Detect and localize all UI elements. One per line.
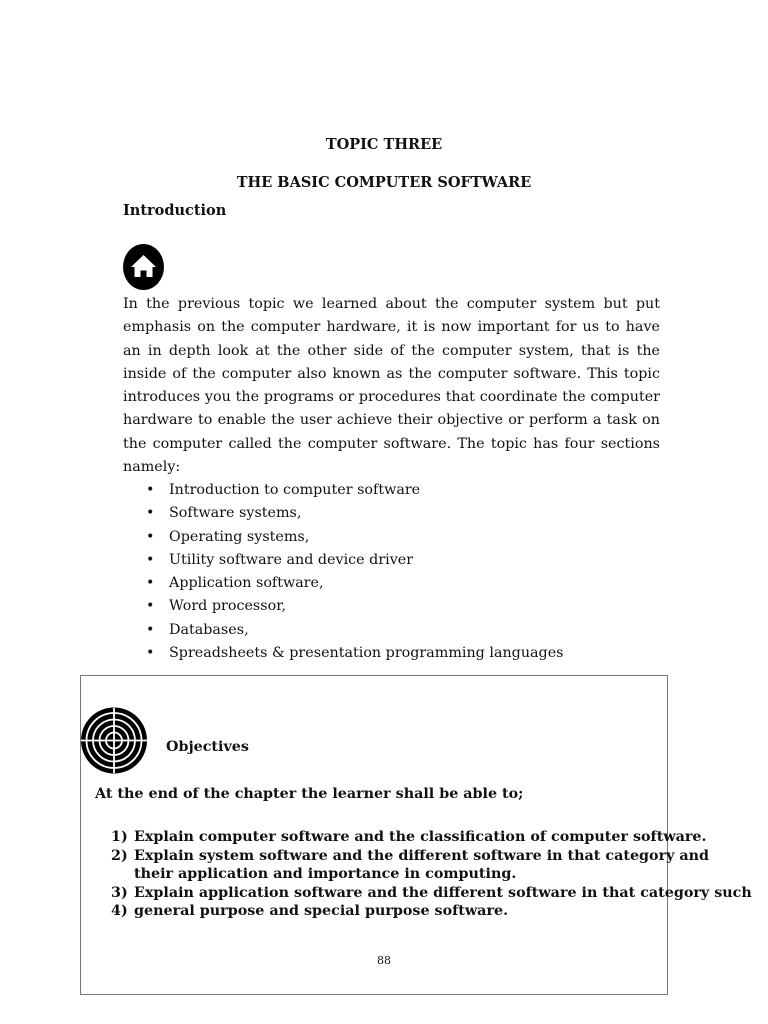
bullet-icon: • [146, 621, 155, 638]
list-item: • Software systems, [146, 502, 564, 525]
list-item: • Introduction to computer software [146, 479, 564, 502]
page-title: THE BASIC COMPUTER SOFTWARE [236, 174, 532, 191]
bullet-icon: • [146, 598, 155, 615]
list-item: • Spreadsheets & presentation programming languages [146, 642, 564, 665]
objectives-intro: At the end of the chapter the learner shall be able to; [95, 786, 524, 802]
list-item: • Word processor, [146, 595, 564, 618]
list-item: • Utility software and device driver [146, 549, 564, 572]
bullet-icon: • [146, 645, 155, 662]
objective-item: 3) Explain application software and the different software in that category such [111, 884, 752, 901]
list-item: • Operating systems, [146, 526, 564, 549]
objective-item: 4) general purpose and special purpose software. [111, 903, 509, 919]
bullet-icon: • [146, 482, 155, 498]
intro-heading: Introduction [123, 202, 227, 219]
page-number: 88 [377, 954, 391, 967]
bullet-icon: • [146, 575, 155, 592]
objectives-list [111, 828, 752, 921]
objective-item: 1) Explain computer software and the classification of computer software. [111, 829, 707, 845]
bullet-icon: • [146, 505, 155, 522]
home-icon [123, 244, 164, 290]
bullet-icon: • [146, 551, 155, 568]
list-item: • Application software, [146, 572, 564, 595]
target-icon [80, 707, 148, 774]
list-item: • Databases, [146, 619, 564, 642]
topic-title: TOPIC THREE [325, 136, 443, 153]
intro-paragraph: In the previous topic we learned about the computer system but put emphasis on the computer hardware, it is now important for us to have an in depth look at the other side of the computer system, that is the inside of the computer also known as the computer software. This topic introduces you the programs or procedures that coordinate the computer hardware to enable the user achieve their objective or perform a task on the computer called the computer software. The topic has four sections namely: [123, 296, 660, 476]
bullet-icon: • [146, 528, 155, 545]
objective-item: 2) Explain system software and the different software in that category and their application and importance in computing. [111, 847, 710, 882]
sections-list [146, 479, 564, 665]
objectives-heading: Objectives [166, 739, 249, 755]
